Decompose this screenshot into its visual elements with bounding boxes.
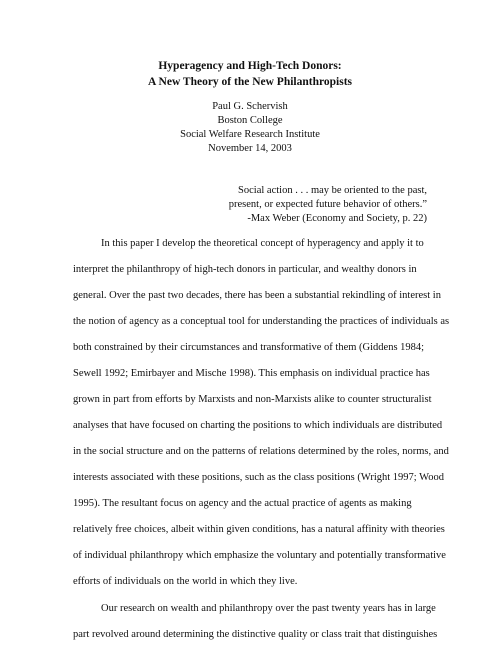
body-line: In this paper I develop the theoretical concept of hyperagency and apply it to [101, 238, 424, 249]
paper-date: November 14, 2003 [208, 143, 292, 154]
body-line: grown in part from efforts by Marxists and non-Marxists alike to counter structuralist [73, 394, 432, 405]
author-affiliation-institute: Social Welfare Research Institute [180, 129, 320, 140]
body-line: 1995). The resultant focus on agency and the actual practice of agents as making [73, 498, 412, 509]
body-line: general. Over the past two decades, there has been a substantial rekindling of interest in [73, 290, 441, 301]
body-line: Our research on wealth and philanthropy over the past twenty years has in large [101, 603, 436, 614]
body-line: in the social structure and on the patterns of relations determined by the roles, norms, and [73, 446, 449, 457]
body-line: of individual philanthropy which emphasize the voluntary and potentially transformative [73, 550, 446, 561]
body-line: relatively free choices, albeit within given conditions, has a natural affinity with theories [73, 524, 445, 535]
epigraph-attribution: -Max Weber (Economy and Society, p. 22) [247, 213, 427, 224]
paper-title-line-2: A New Theory of the New Philanthropists [147, 76, 353, 88]
body-line: both constrained by their circumstances and transformative of them (Giddens 1984; [73, 342, 425, 353]
body-line: the notion of agency as a conceptual tool for understanding the practices of individuals as [73, 316, 450, 327]
body-line: interpret the philanthropy of high-tech donors in particular, and wealthy donors in [73, 264, 417, 275]
body-line: interests associated with these positions, such as the class positions (Wright 1997; Wood [73, 472, 444, 483]
author-name: Paul G. Schervish [212, 101, 288, 112]
body-line: Sewell 1992; Emirbayer and Mische 1998). This emphasis on individual practice has [73, 368, 430, 379]
author-affiliation-college: Boston College [217, 115, 283, 126]
body-line: efforts of individuals on the world in which they live. [73, 576, 298, 587]
paper-title-line-1: Hyperagency and High-Tech Donors: [158, 60, 342, 72]
epigraph-line-2: present, or expected future behavior of others.” [228, 199, 427, 210]
body-line: part revolved around determining the distinctive quality or class trait that distinguishes [73, 629, 438, 640]
epigraph-line-1: Social action . . . may be oriented to the past, [238, 185, 427, 196]
body-line: analyses that have focused on charting the positions to which individuals are distributed [73, 420, 443, 431]
